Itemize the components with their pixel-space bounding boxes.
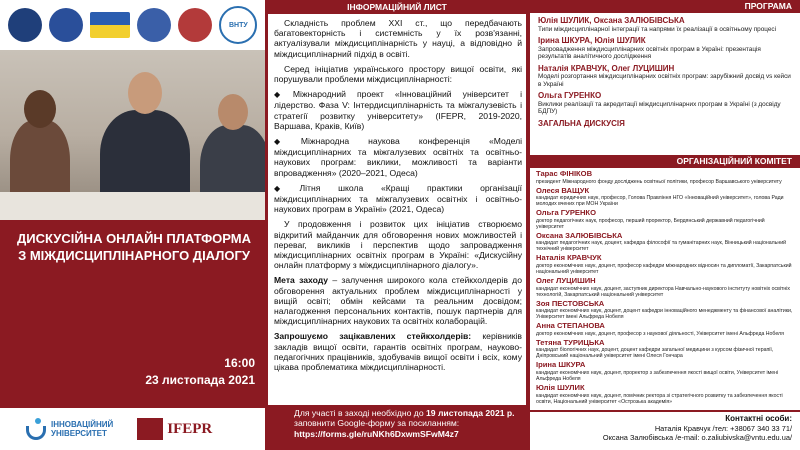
event-date: 23 листопада 2021	[145, 373, 255, 387]
info-letter-body	[274, 18, 522, 377]
innovative-university-logo	[28, 418, 113, 440]
committee-member: Оксана ЗАЛЮБІВСЬКА кандидат педагогічних наук, доцент, кафедра філософії та гуманітарних наук, Вінницький національний технічний університет	[536, 230, 787, 253]
invite-text: керівників закладів вищої освіти, гарантів освітніх програм, науково-педагогічних працівників, здобувачів вищої освіти і всіх, кому цікава проблематика міждисциплінарності.	[274, 331, 522, 373]
innovative-university-icon	[28, 418, 48, 440]
vntu-logo-icon	[219, 6, 257, 44]
info-letter-panel	[268, 0, 526, 450]
initiative-item-1: ◆ Міжнародний проект «Інноваційний університет і лідерство. Фаза V: Інтердисциплінарність та міжгалузевість і стратегії розвитку університету» (IFEPR, 2019-2020, Варшава, Краків, Київ)	[274, 89, 522, 131]
program-topic: Виклики реалізації та акредитації міждисциплінарних програм в Україні (з досвіду БДПУ)	[538, 100, 781, 115]
registration-footer	[268, 405, 526, 450]
program-final-discussion: ЗАГАЛЬНА ДИСКУСІЯ	[538, 118, 625, 128]
program-item	[538, 64, 794, 89]
event-datetime	[145, 355, 255, 389]
committee-header: ОРГАНІЗАЦІЙНИЙ КОМІТЕТ	[530, 155, 800, 168]
initiative-item-2: ◆ Міжнародна наукова конференція «Моделі міждисциплінарних та міжгалузевих освітніх та освітньо-наукових програм: виклики, можливості та варіанти впровадження» (2020–2021, Одеса)	[274, 136, 522, 178]
goal-text: – залучення широкого кола стейкхолдерів до обговорення актуальних проблем міждисциплінарності у вищій освіті; обмін кейсами та реальним досвідом; налагодження персональних контактів, пошук партнерів для міждисциплінарних наукових та освітніх колаборацій.	[274, 275, 522, 327]
program-item	[538, 16, 794, 33]
vntu-logo-label: ВНТУ	[228, 21, 248, 29]
committee-member: Анна СТЕПАНОВА доктор економічних наук, доцент, професор з наукової діяльності, Університет імені Альфреда Нобеля	[536, 321, 784, 337]
right-panel	[530, 0, 800, 450]
logo-bar	[0, 0, 265, 50]
program-speakers: Ірина ШКУРА, Юлія ШУЛИК	[538, 36, 646, 45]
emblem-4-icon	[137, 8, 171, 42]
committee-member: Ірина ШКУРА кандидат економічних наук, доцент, проректор з забезпечення якості вищої освіти, Університет імені Альфреда Нобеля	[536, 360, 779, 382]
panel-divider	[526, 0, 530, 450]
emblem-5-icon	[178, 8, 212, 42]
contacts-block	[530, 410, 800, 450]
committee-list	[536, 170, 794, 407]
person-center-head	[128, 72, 162, 114]
contact-phone: Наталія Кравчук /тел: +38067 340 33 71/	[654, 423, 792, 433]
left-panel	[0, 0, 265, 450]
event-time: 16:00	[224, 356, 255, 370]
iu-line2: УНІВЕРСИТЕТ	[51, 429, 107, 438]
program-topic: Запровадження міждисциплінарних освітніх програм в Україні: презентація результатів аналітичного дослідження	[538, 45, 761, 60]
emblem-2-icon	[49, 8, 83, 42]
program-list	[530, 13, 800, 128]
paragraph-intro: Складність проблем XXI ст., що передбачають багатовекторність і системність у їх розв'язанні, актуалізували міждисциплінарність у науці, а відповідно й міждисциплінарний підхід в освіті.	[274, 18, 522, 59]
program-header: ПРОГРАМА	[530, 0, 800, 13]
ifepr-logo	[137, 418, 212, 440]
event-title: ДИСКУСІЙНА ОНЛАЙН ПЛАТФОРМА З МІЖДИСЦИПЛІНАРНОГО ДІАЛОГУ	[17, 231, 251, 263]
emblem-1-icon	[8, 8, 42, 42]
registration-instruction: заповнити Google-форму за посиланням:	[294, 418, 460, 429]
committee-member: Олеся ВАЩУК кандидат юридичних наук, професор, Голова Правління НГО «Інноваційний університет», голова Ради молодих вчених при МОН України	[536, 185, 784, 208]
iu-line1: ІННОВАЦІЙНИЙ	[51, 420, 114, 429]
info-letter-header: ІНФОРМАЦІЙНИЙ ЛИСТ	[268, 0, 526, 14]
paragraph-initiatives: Серед ініціатив українського простору вищої освіти, які порушували проблеми міждисциплінарності:	[274, 63, 522, 85]
invite-label: Запрошуємо зацікавлених стейкхолдерів:	[274, 331, 472, 342]
committee-member: Тетяна ТУРИЦЬКА кандидат біологічних наук, доцент, доцент кафедри загальної медицини з курсом фізичної терапії, Дніпровський національний університет імені Олеся Гончара	[536, 337, 774, 360]
committee-member: Ольга ГУРЕНКО доктор педагогічних наук, професор, перший проректор, Бердянський державний педагогічний університет	[536, 208, 765, 230]
business-people-photo	[0, 50, 265, 220]
contacts-title: Контактні особи:	[725, 414, 792, 423]
paragraph-goal	[274, 275, 522, 326]
committee-member: Наталія КРАВЧУК доктор економічних наук, доцент, професор кафедри міжнародних відносин та дипломатії, Закарпатський національний університет	[536, 253, 792, 275]
committee-member: Зоя ПЕСТОВСЬКА кандидат економічних наук, доцент, доцент кафедри інноваційного менеджменту та фінансової аналітики, Університет імені Альфреда Нобеля	[536, 298, 793, 321]
program-speakers: Наталія КРАВЧУК, Олег ЛУЦИШИН	[538, 63, 675, 73]
program-topic: Типи міждисциплінарної інтеграції та напрями їх реалізації в освітньому процесі	[538, 25, 777, 33]
registration-link[interactable]: https://forms.gle/ruNKh6DxwmSFwM4z7	[294, 428, 459, 439]
ifepr-emblem-icon	[137, 418, 163, 440]
goal-label: Мета заходу	[274, 275, 329, 286]
partner-logos	[0, 408, 265, 450]
registration-deadline: Для участі в заході необхідно до 19 листопада 2021 р.	[294, 408, 515, 418]
person-right-head	[218, 94, 248, 130]
program-speakers: Ольга ГУРЕНКО	[538, 91, 602, 100]
ifepr-text: IFEPR	[167, 420, 213, 437]
panel-divider	[265, 0, 268, 450]
committee-member: Тарас ФІНІКОВ президент Міжнародного фонду досліджень освітньої політики, професор Варшавського університету	[536, 169, 782, 185]
program-topic: Моделі розгортання міждисциплінарних освітніх програм: зарубіжний досвід vs кейси в Україні	[538, 73, 791, 88]
table-surface	[0, 192, 265, 220]
paragraph-invite	[274, 331, 522, 372]
committee-member: Олег ЛУЦИШИН кандидат економічних наук, доцент, заступник директора Навчально-наукового інституту новітніх освітніх технологій, Закарпатський національний університет	[536, 275, 791, 298]
initiative-item-3: ◆ Літня школа «Кращі практики організації міждисциплінарних та міжгалузевих освітніх і освітньо-наукових програм в Україні» (2021, Одеса)	[274, 183, 522, 215]
flag-logo-icon	[90, 12, 130, 38]
program-item	[538, 91, 794, 116]
contact-email[interactable]: Оксана Залюбівська /e-mail: o.zaliubivska@vntu.edu.ua/	[602, 433, 792, 442]
person-left-head	[24, 90, 56, 128]
committee-member: Юлія ШУЛИК кандидат економічних наук, доцент, помічник ректора зі стратегічного розвитку та забезпечення якості освіти, Національний університет «Острозька академія»	[536, 382, 783, 405]
program-speakers: Юлія ШУЛИК, Оксана ЗАЛЮБІВСЬКА	[538, 16, 685, 25]
paragraph-platform: У продовження і розвиток цих ініціатив створюємо відкритий майданчик для обговорення нових можливостей і переваг, викликів і перспектив щодо запровадження міждисциплінарних освітніх програм в Україні: «Дискусійну онлайн платформу з міждисциплінарного діалогу».	[274, 219, 522, 271]
program-item	[538, 36, 794, 61]
